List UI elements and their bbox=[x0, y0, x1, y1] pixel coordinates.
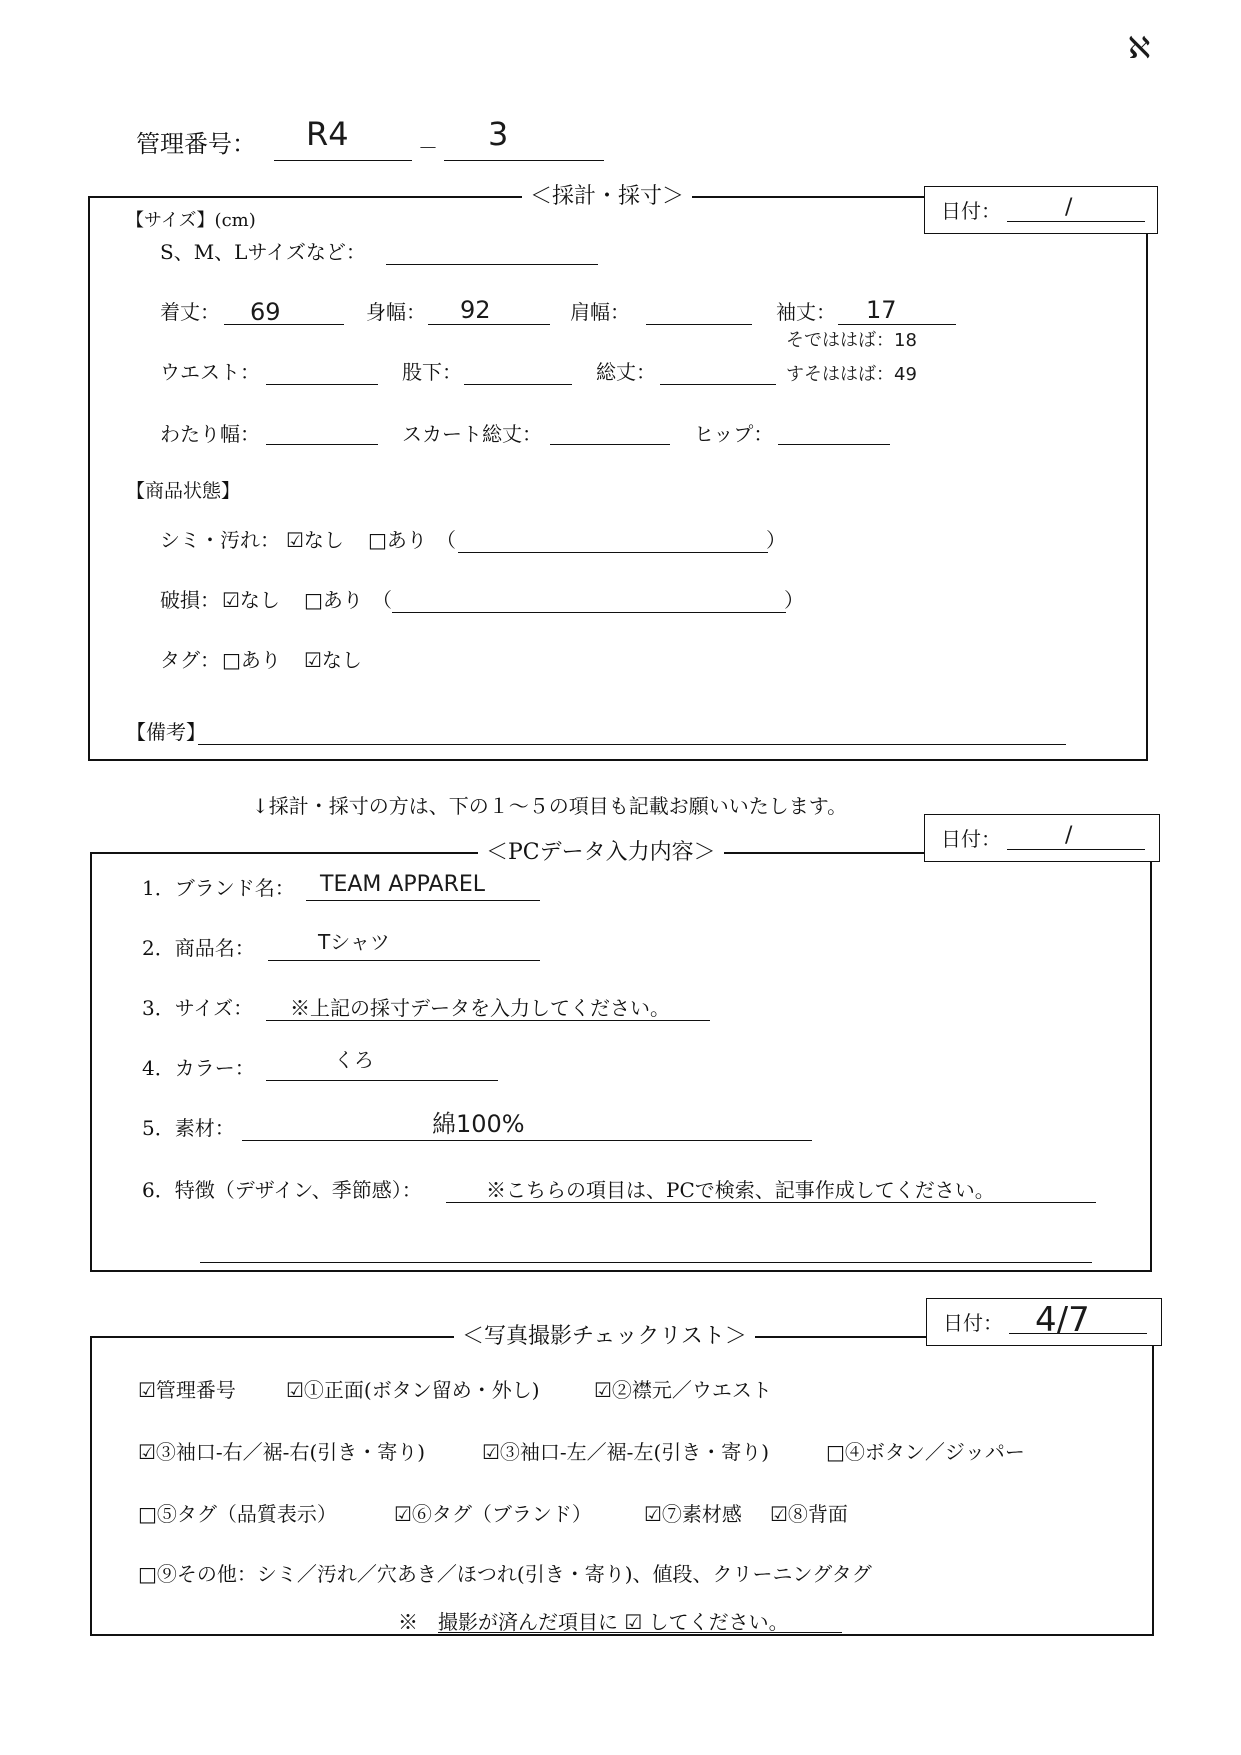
hem-width-note: すそははば：49 bbox=[786, 364, 917, 385]
yukitake-value: 17 bbox=[866, 296, 897, 324]
stain-exists-checkbox[interactable]: □あり bbox=[368, 528, 427, 552]
brand-value: TEAM APPAREL bbox=[320, 872, 486, 897]
mgmt-number-value-2: 3 bbox=[488, 115, 509, 153]
check-other[interactable]: □⑨その他：シミ／汚れ／穴あき／ほつれ(引き・寄り)、値段、クリーニングタグ bbox=[138, 1562, 872, 1586]
check-cuff-left[interactable]: ☑③袖口-左／裾-左(引き・寄り) bbox=[482, 1440, 770, 1464]
measurement-section-box bbox=[88, 196, 1148, 761]
size-value: ※上記の採寸データを入力してください。 bbox=[290, 996, 670, 1020]
product-name-value: Tシャツ bbox=[318, 930, 390, 954]
color-label: 4．カラー： bbox=[142, 1056, 255, 1080]
product-name-label: 2．商品名： bbox=[142, 936, 255, 960]
sml-size-label: S、M、Lサイズなど： bbox=[160, 240, 366, 264]
measurement-date-label: 日付： bbox=[941, 199, 1001, 223]
stain-label: シミ・汚れ： bbox=[160, 528, 280, 552]
tag-none-checkbox[interactable]: ☑なし bbox=[304, 648, 362, 672]
stain-none-checkbox[interactable]: ☑なし bbox=[286, 528, 344, 552]
measurement-date-value: / bbox=[1065, 195, 1073, 220]
check-material[interactable]: ☑⑦素材感 bbox=[644, 1502, 742, 1526]
size-header: 【サイズ】(cm) bbox=[126, 210, 256, 231]
checklist-footer: ※ 撮影が済んだ項目に ☑ してください。 bbox=[398, 1610, 789, 1634]
pc-data-date-value: / bbox=[1065, 823, 1073, 848]
damage-paren-close: ） bbox=[784, 588, 804, 612]
remarks-label: 【備考】 bbox=[126, 720, 206, 744]
check-front[interactable]: ☑①正面(ボタン留め・外し) bbox=[286, 1378, 540, 1402]
size-label: 3．サイズ： bbox=[142, 996, 254, 1020]
measurement-date-box bbox=[924, 186, 1158, 234]
brand-label: 1．ブランド名： bbox=[142, 876, 295, 900]
photo-checklist-date-value: 4/7 bbox=[1035, 1300, 1090, 1340]
pc-data-date-label: 日付： bbox=[941, 827, 1001, 851]
feature-value: ※こちらの項目は、PCで検索、記事作成してください。 bbox=[486, 1178, 995, 1202]
measurement-section-title: ＜採計・採寸＞ bbox=[522, 186, 692, 208]
mihaba-value: 92 bbox=[460, 296, 491, 324]
hip-label: ヒップ： bbox=[694, 422, 774, 446]
stain-paren-close: ） bbox=[766, 528, 786, 552]
mgmt-number-dash: － bbox=[418, 136, 438, 160]
check-brand-tag[interactable]: ☑⑥タグ（ブランド） bbox=[394, 1502, 592, 1526]
check-mgmt-number[interactable]: ☑管理番号 bbox=[138, 1378, 236, 1402]
check-back[interactable]: ☑⑧背面 bbox=[770, 1502, 848, 1526]
mgmt-underline-2 bbox=[444, 160, 604, 161]
pc-data-section-title: ＜PCデータ入力内容＞ bbox=[478, 842, 724, 864]
mgmt-underline-1 bbox=[274, 160, 412, 161]
check-collar-waist[interactable]: ☑②襟元／ウエスト bbox=[594, 1378, 772, 1402]
photo-checklist-title: ＜写真撮影チェックリスト＞ bbox=[454, 1326, 755, 1348]
kitake-label: 着丈： bbox=[160, 300, 220, 324]
kitake-value: 69 bbox=[250, 298, 281, 326]
damage-none-checkbox[interactable]: ☑なし bbox=[222, 588, 280, 612]
corner-handwritten-mark: ℵ bbox=[1128, 31, 1151, 66]
yukitake-label: 袖丈： bbox=[776, 300, 836, 324]
waist-label: ウエスト： bbox=[160, 360, 260, 384]
tag-exists-checkbox[interactable]: □あり bbox=[222, 648, 281, 672]
mihaba-label: 身幅： bbox=[366, 300, 426, 324]
pc-data-date-box bbox=[924, 814, 1160, 862]
skirt-length-label: スカート総丈： bbox=[402, 422, 542, 446]
damage-paren-open: （ bbox=[372, 588, 392, 612]
mgmt-number-label: 管理番号： bbox=[136, 130, 256, 158]
material-value: 綿100% bbox=[432, 1110, 525, 1138]
inseam-label: 股下： bbox=[402, 360, 462, 384]
instruction-text: ↓採計・採寸の方は、下の１～５の項目も記載お願いいたします。 bbox=[252, 794, 848, 818]
photo-checklist-date-box bbox=[926, 1298, 1162, 1346]
photo-checklist-date-label: 日付： bbox=[943, 1311, 1003, 1335]
condition-header: 【商品状態】 bbox=[126, 480, 241, 502]
katahaba-label: 肩幅： bbox=[570, 300, 630, 324]
tag-label: タグ： bbox=[160, 648, 220, 672]
feature-label: 6．特徴（デザイン、季節感）： bbox=[142, 1178, 422, 1202]
check-cuff-right[interactable]: ☑③袖口-右／裾-右(引き・寄り) bbox=[138, 1440, 426, 1464]
check-quality-tag[interactable]: □⑤タグ（品質表示） bbox=[138, 1502, 337, 1526]
total-length-label: 総丈： bbox=[596, 360, 656, 384]
material-label: 5．素材： bbox=[142, 1116, 235, 1140]
damage-label: 破損： bbox=[160, 588, 220, 612]
damage-exists-checkbox[interactable]: □あり bbox=[304, 588, 363, 612]
sleeve-width-note: そでははば：18 bbox=[786, 330, 917, 351]
stain-paren-open: （ bbox=[436, 528, 456, 552]
color-value: くろ bbox=[334, 1048, 374, 1072]
check-button-zipper[interactable]: □④ボタン／ジッパー bbox=[826, 1440, 1025, 1464]
mgmt-number-value-1: R4 bbox=[306, 115, 349, 153]
thigh-width-label: わたり幅： bbox=[160, 422, 260, 446]
